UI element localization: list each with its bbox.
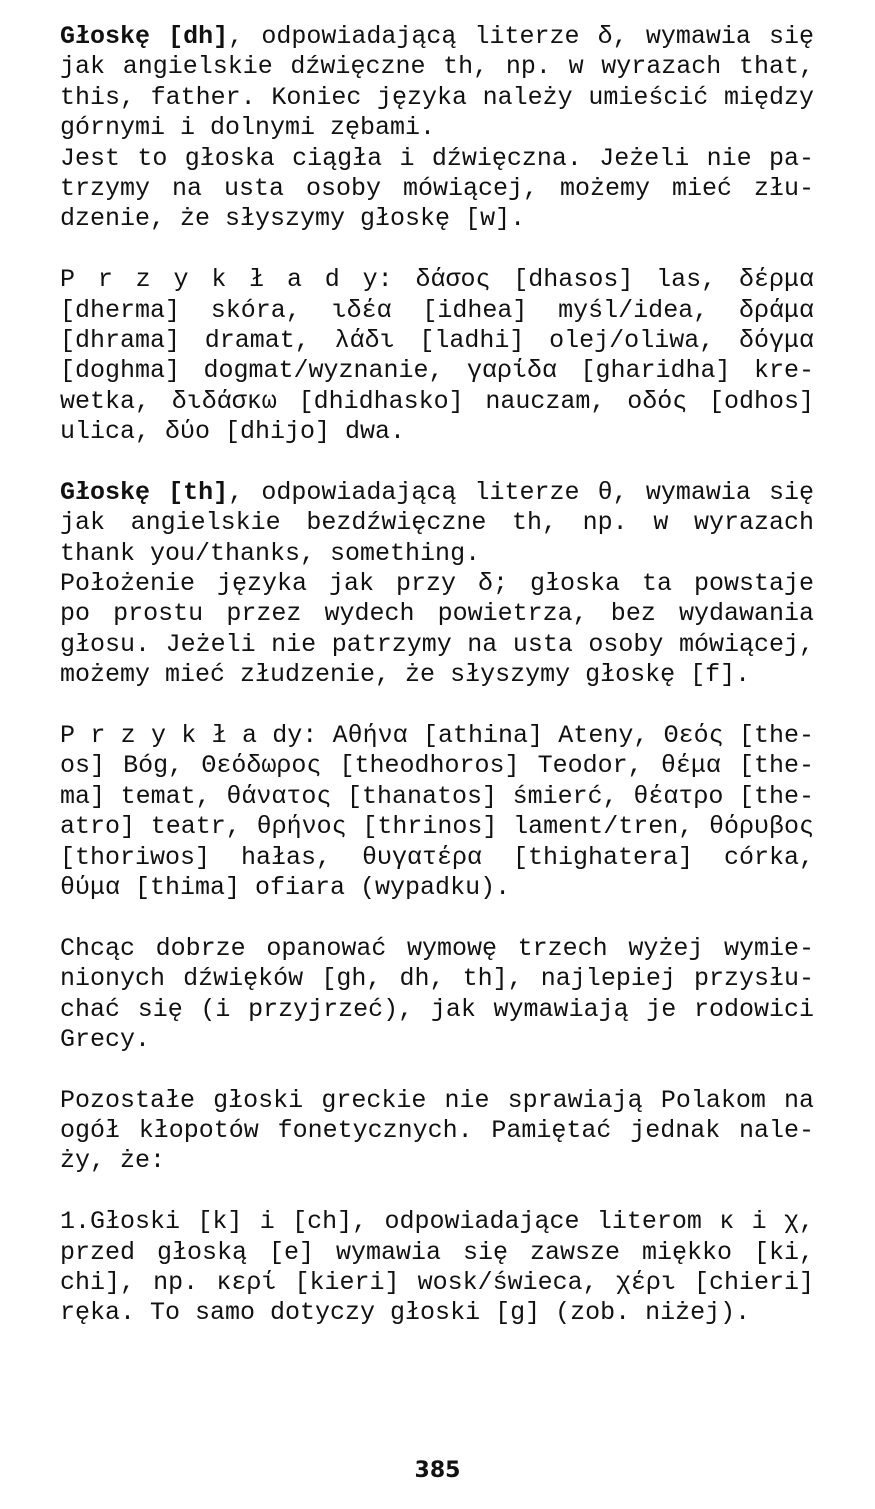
text-line: os] Bóg, Θεόδωρος [theodhoros] Teodor, θέμα [the-: [60, 751, 814, 781]
bold-term: Głoskę [dh]: [60, 22, 229, 51]
text-line: [60, 478, 814, 508]
text-line: [thoriwos] hałas, θυγατέρα [thighatera] córka,: [60, 842, 814, 872]
text-line: dzenie, że słyszymy głoskę [w].: [60, 204, 526, 234]
text-line: Grecy.: [60, 1024, 151, 1054]
spacer: [60, 1055, 814, 1085]
text-line: nionych dźwięków [gh, dh, th], najlepiej przysłu-: [60, 964, 814, 994]
text-line: [dherma] skóra, ιδέα [idhea] myśl/idea, δράμα: [60, 295, 814, 325]
text-span: , odpowiadającą literze δ, wymawia się: [228, 22, 815, 51]
text-line: jak angielskie bezdźwięczne th, np. w wyrazach: [60, 508, 814, 538]
text-line: chi], np. κερί [kieri] wosk/świeca, χέρι [chieri]: [60, 1268, 814, 1298]
text-line: możemy mieć złudzenie, że słyszymy głoskę [f].: [60, 660, 751, 690]
text-line: Położenie języka jak przy δ; głoska ta powstaje: [60, 569, 814, 599]
paragraph-remaining: [60, 1086, 814, 1177]
text-line: wetka, διδάσκω [dhidhasko] nauczam, οδός [odhos]: [60, 386, 814, 416]
text-line: Pozostałe głoski greckie nie sprawiają Polakom na: [60, 1085, 814, 1115]
examples-th: [60, 721, 814, 903]
paragraph-point-1: [60, 1207, 814, 1329]
text-line: ży, że:: [60, 1146, 166, 1176]
text-line: ogół kłopotów fonetycznych. Pamiętać jednak nale-: [60, 1116, 814, 1146]
text-line: Jest to głoska ciągła i dźwięczna. Jeżeli nie pa-: [60, 143, 814, 173]
page-number: 385: [414, 1458, 461, 1483]
spacer: [60, 1177, 814, 1207]
bold-term: Głoskę [th]: [60, 477, 229, 507]
spacer: [60, 447, 814, 477]
examples-dh: [60, 265, 814, 447]
text-line: atro] teatr, θρήνος [thrinos] lament/tren, θόρυβος: [60, 812, 814, 842]
text-line: trzymy na usta osoby mówiącej, możemy mieć złu-: [60, 173, 814, 203]
text-line: głosu. Jeżeli nie patrzymy na usta osoby mówiącej,: [60, 629, 814, 659]
text-line: jak angielskie dźwięczne th, np. w wyrazach that,: [60, 52, 814, 82]
text-line: thank you/thanks, something.: [60, 538, 481, 568]
text-line: górnymi i dolnymi zębami.: [60, 113, 436, 143]
text-line: ręka. To samo dotyczy głoski [g] (zob. niżej).: [60, 1298, 751, 1328]
paragraph-th: [60, 478, 814, 691]
paragraph-advice: [60, 934, 814, 1056]
text-line: P r z y k ł a dy: Αθήνα [athina] Ateny, Θεός [the-: [60, 720, 814, 750]
spacer: [60, 691, 814, 721]
text-line: [dhrama] dramat, λάδι [ladhi] olej/oliwa, δόγμα: [60, 325, 814, 355]
text-line: [doghma] dogmat/wyznanie, γαρίδα [gharidha] kre-: [60, 356, 814, 386]
paragraph-dh: [60, 22, 814, 235]
text-span: , odpowiadającą literze θ, wymawia się: [228, 477, 815, 507]
text-line: θύμα [thima] ofiara (wypadku).: [60, 872, 511, 902]
text-line: ulica, δύο [dhijo] dwa.: [60, 417, 406, 447]
text-line: chać się (i przyjrzeć), jak wymawiają je rodowici: [60, 994, 814, 1024]
text-line: this, father. Koniec języka należy umieścić między: [60, 82, 814, 112]
page-body: [60, 22, 814, 1329]
text-line: przed głoską [e] wymawia się zawsze miękko [ki,: [60, 1237, 814, 1267]
text-line: ma] temat, θάνατος [thanatos] śmierć, θέατρο [the-: [60, 781, 814, 811]
text-line: P r z y k ł a d y: δάσος [dhasos] las, δέρμα: [60, 265, 814, 295]
spacer: [60, 235, 814, 265]
text-line: [60, 22, 814, 52]
text-line: Chcąc dobrze opanować wymowę trzech wyżej wymie-: [60, 933, 814, 963]
text-line: po prostu przez wydech powietrza, bez wydawania: [60, 599, 814, 629]
spacer: [60, 903, 814, 933]
text-line: 1.Głoski [k] i [ch], odpowiadające literom κ i χ,: [60, 1207, 814, 1237]
